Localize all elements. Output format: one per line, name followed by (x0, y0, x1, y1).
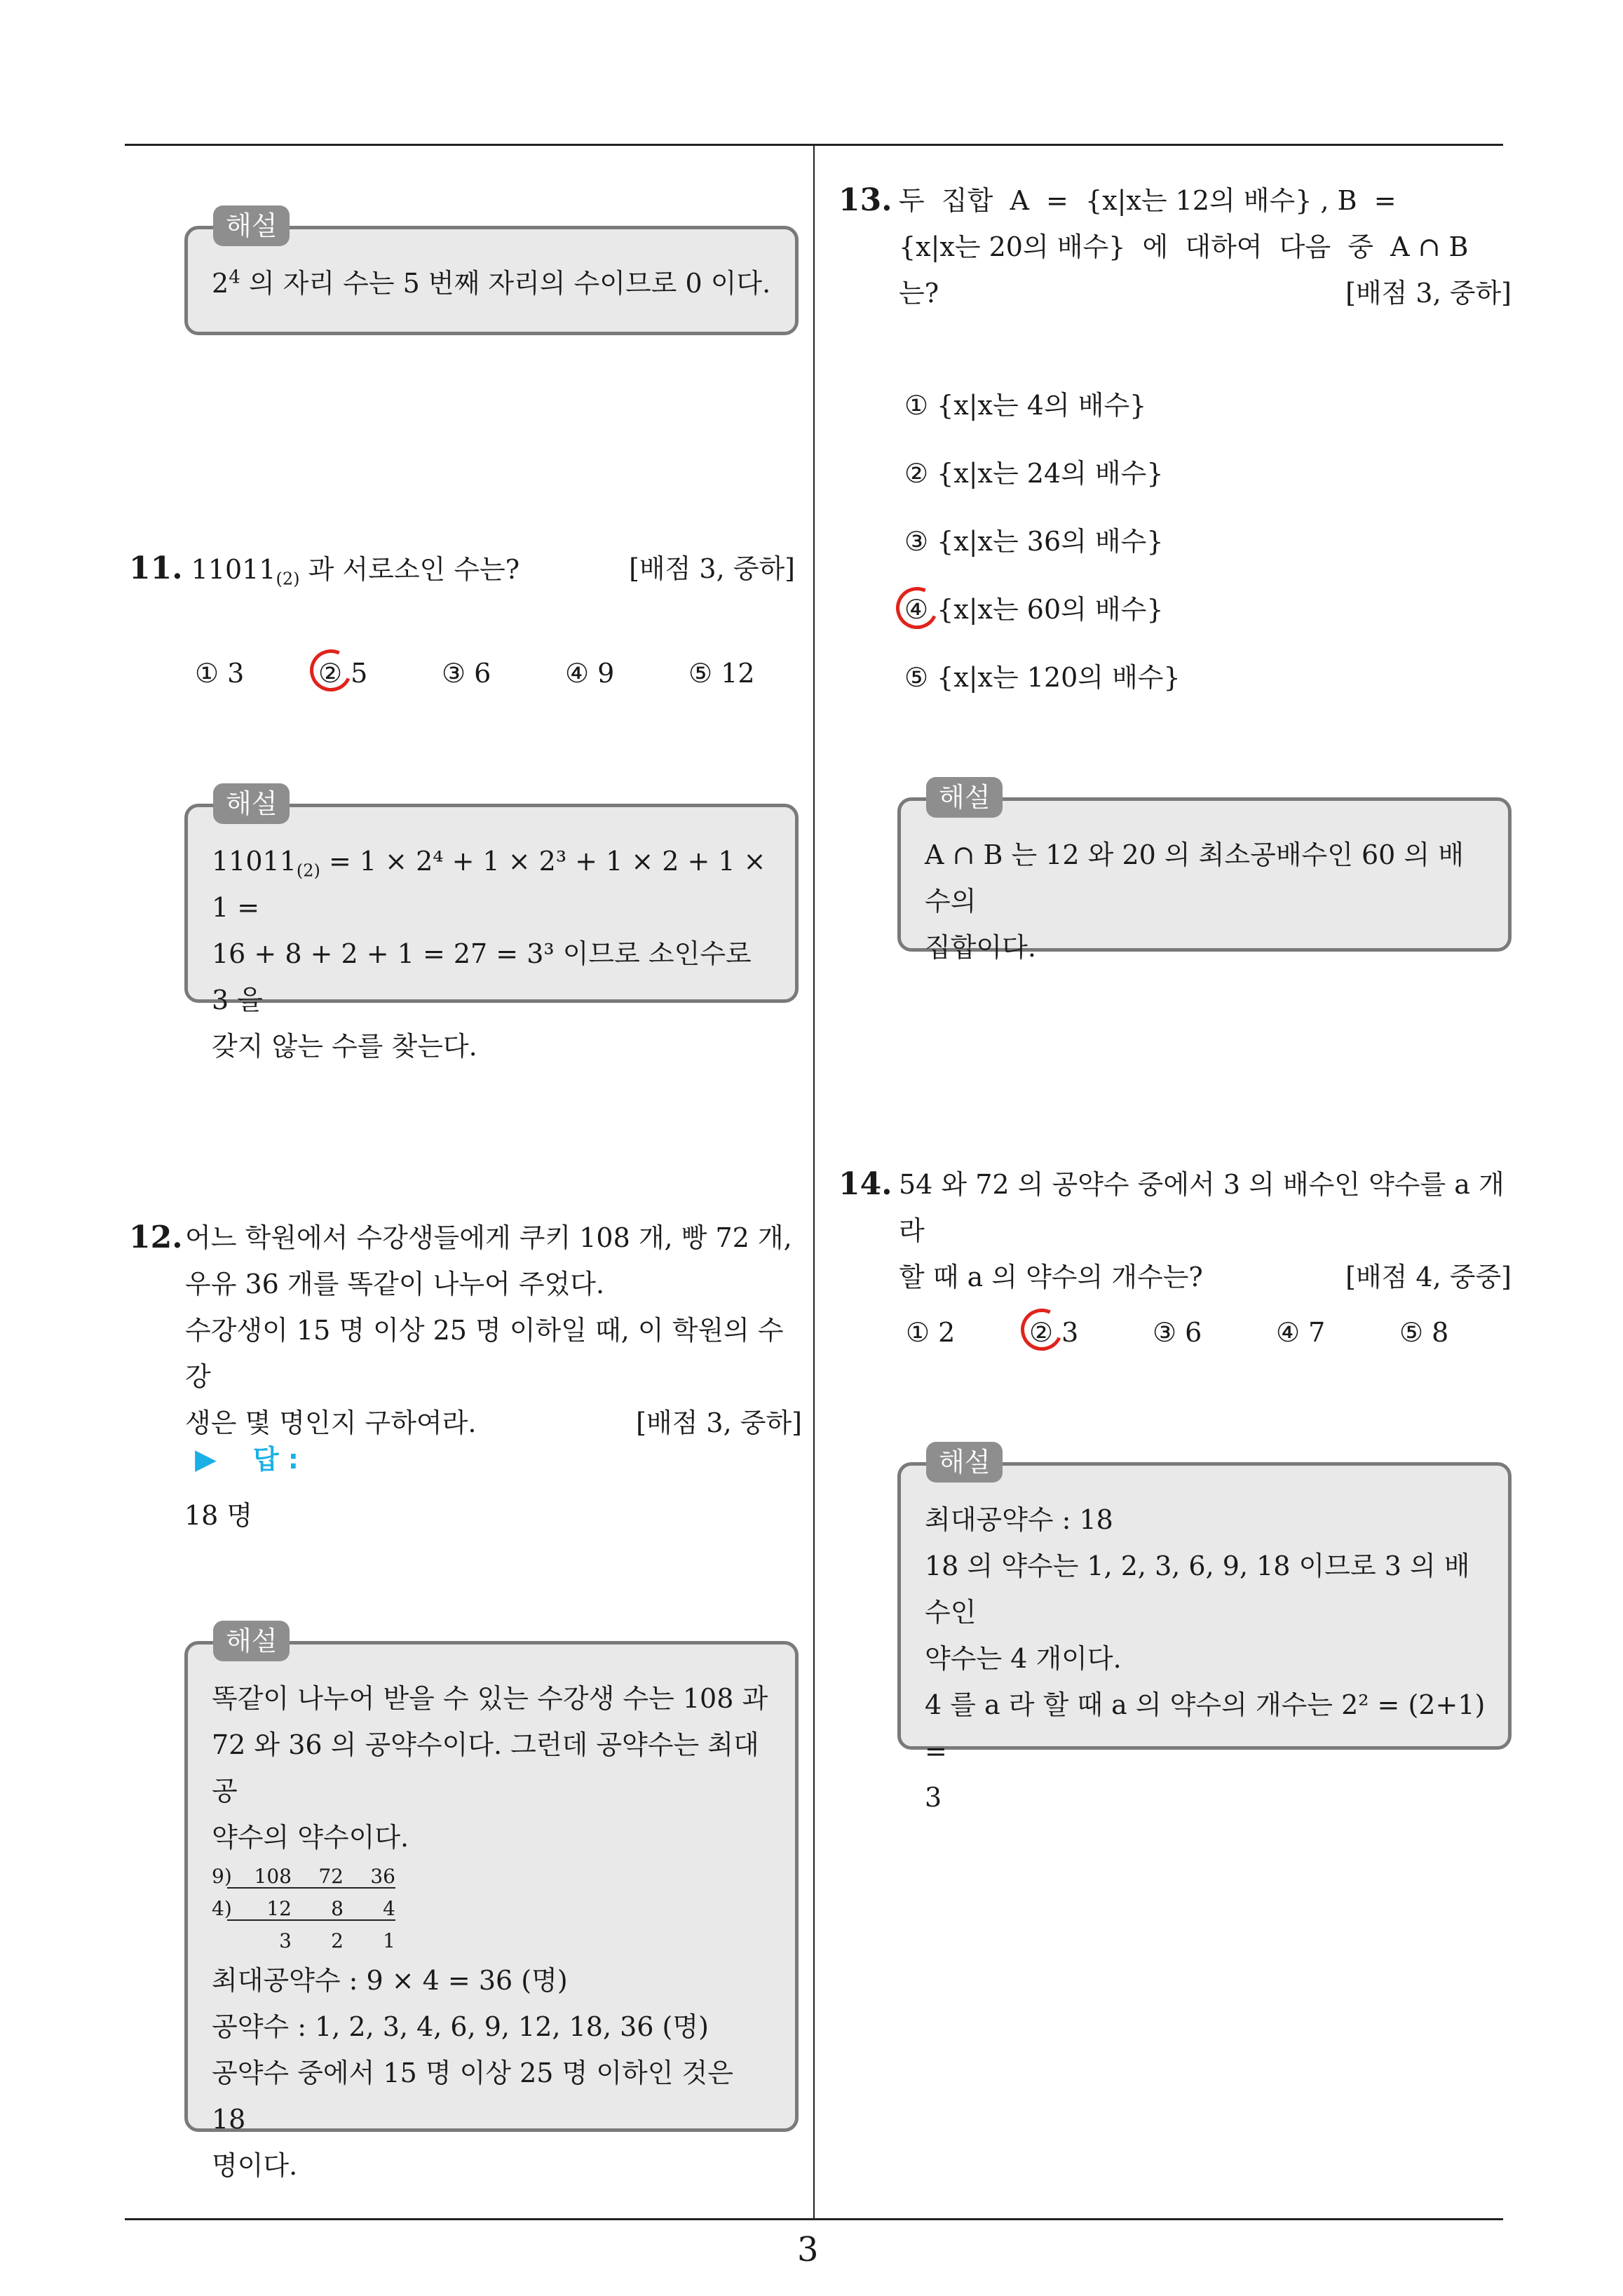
q11-explanation-line-1: $11011_{(2)} = 1 \times 2^4 + 1 \times 2^3 + 1 \times 2 + 1 \times 1$ = (212, 846, 766, 923)
q11-choice-1[interactable]: ① 3 (195, 658, 245, 689)
q11-choice-3[interactable]: ③ 6 (442, 658, 491, 689)
page-number: 3 (797, 2230, 819, 2269)
q12-explanation-tail-1: 최대공약수 : 9 × 4 = 36 (명) (212, 1965, 568, 1996)
q13-choice-2[interactable]: ② {x|x는 24의 배수} (904, 458, 1164, 489)
q12-explanation-line-3: 약수의 약수이다. (212, 1822, 409, 1853)
answer-label: 답 : (252, 1444, 299, 1475)
q14-number: 14. (838, 1166, 892, 1202)
q11-choice-2[interactable]: ② 5 (318, 658, 442, 689)
explanation-tag: 해설 (213, 1621, 290, 1661)
q14-choice-2[interactable]: ② 3 (1029, 1317, 1153, 1348)
q13-choice-3[interactable]: ③ {x|x는 36의 배수} (904, 526, 1164, 557)
q13-stem-line-1: 두 집합 A = {x|x는 12의 배수} , B = (899, 185, 1397, 216)
play-arrow-icon: ▶ (195, 1443, 217, 1475)
q11-stem-sub: (2) (276, 569, 300, 589)
q13-explanation-line-2: 집합이다. (925, 932, 1036, 963)
explanation-tag: 해설 (926, 777, 1003, 818)
q11-explanation-line-2: 16 + 8 + 2 + 1 = 27 = 3³ 이므로 소인수로 3 을 (212, 938, 752, 1015)
q12-explanation-tail-4: 명이다. (212, 2150, 298, 2181)
q11-stem-rest: 과 서로소인 수는? (308, 554, 520, 585)
q14-explanation-line-3: 약수는 4 개이다. (925, 1643, 1122, 1674)
q13-block (838, 177, 1512, 316)
q14-explanation-line-4: 4 를 a 라 할 때 a 의 약수의 개수는 2² = (2+1) = (925, 1689, 1486, 1767)
q14-explanation-line-1: 최대공약수 : 18 (925, 1504, 1113, 1535)
explanation-tag: 해설 (213, 783, 290, 824)
q13-choice-1[interactable]: ① {x|x는 4의 배수} (904, 390, 1147, 421)
q13-stem-line-3: 는? (899, 278, 939, 309)
q14-choices (906, 1317, 1523, 1348)
q11-stem (129, 546, 795, 593)
q14-stem-line-1: 54 와 72 의 공약수 중에서 3 의 배수인 약수를 a 개라 (899, 1169, 1505, 1246)
q10-explanation-text: $2^4$ 의 자리 수는 5 번째 자리의 수이므로 0 이다. (212, 266, 771, 299)
q13-choice-5[interactable]: ⑤ {x|x는 120의 배수} (904, 662, 1181, 693)
q14-choice-5[interactable]: ⑤ 8 (1399, 1317, 1449, 1348)
q12-stem-line-4: 생은 몇 명인지 구하여라. (185, 1407, 477, 1438)
q11-choice-5[interactable]: ⑤ 12 (688, 658, 755, 689)
q12-explanation-tail-2: 공약수 : 1, 2, 3, 4, 6, 9, 12, 18, 36 (명) (212, 2011, 709, 2042)
q13-explanation-line-1: A ∩ B 는 12 와 20 의 최소공배수인 60 의 배수의 (925, 839, 1464, 917)
q13-choices (904, 372, 1181, 712)
q11-explanation-box (184, 788, 799, 1062)
q10-explanation-box (184, 210, 799, 335)
q12-stem-line-2: 우유 36 개를 똑같이 나누어 주었다. (185, 1269, 605, 1299)
q11-points: [배점 3, 중하] (629, 553, 795, 584)
q14-explanation-box (897, 1447, 1512, 1813)
q14-explanation-line-2: 18 의 약수는 1, 2, 3, 6, 9, 18 이므로 3 의 배수인 (925, 1551, 1470, 1628)
q14-choice-1[interactable]: ① 2 (906, 1317, 956, 1348)
division-row: 9) 108 72 36 (212, 1865, 395, 1888)
q14-points: [배점 4, 중중] (1345, 1262, 1512, 1292)
q12-block (129, 1215, 802, 1446)
q11-choice-4[interactable]: ④ 9 (565, 658, 615, 689)
q12-explanation-line-1: 똑같이 나누어 받을 수 있는 수강생 수는 108 과 (212, 1683, 768, 1714)
q13-number: 13. (838, 182, 892, 218)
q12-answer-value[interactable]: 18 명 (184, 1500, 253, 1531)
q12-stem-line-1: 어느 학원에서 수강생들에게 쿠키 108 개, 빵 72 개, (185, 1222, 792, 1253)
division-underline (227, 1919, 395, 1921)
q12-explanation-tail-3: 공약수 중에서 15 명 이상 25 명 이하인 것은 18 (212, 2058, 733, 2135)
q14-choice-4[interactable]: ④ 7 (1276, 1317, 1326, 1348)
bottom-rule (125, 2218, 1503, 2220)
division-table (212, 1861, 774, 1957)
answer-mark-icon (304, 644, 358, 698)
q13-explanation-box (897, 782, 1512, 963)
column-divider (813, 144, 815, 2220)
q14-block (838, 1161, 1512, 1300)
q12-answer-row (195, 1438, 299, 1476)
explanation-tag: 해설 (926, 1442, 1003, 1483)
q11-stem-base: 11011 (191, 554, 276, 585)
q13-stem-line-2: {x|x는 20의 배수} 에 대하여 다음 중 A ∩ B (899, 231, 1469, 262)
q14-stem-line-2: 할 때 a 의 약수의 개수는? (899, 1262, 1203, 1292)
q13-points: [배점 3, 중하] (1345, 278, 1512, 309)
division-row: 4) 12 8 4 (212, 1897, 395, 1920)
q12-stem-line-3: 수강생이 15 명 이상 25 명 이하일 때, 이 학원의 수강 (185, 1315, 784, 1392)
q11-number: 11. (129, 551, 183, 586)
division-underline (227, 1887, 395, 1889)
division-row: 3 2 1 (279, 1929, 395, 1952)
explanation-tag: 해설 (213, 205, 290, 246)
q11-explanation-line-3: 갖지 않는 수를 찾는다. (212, 1031, 477, 1062)
q12-number: 12. (129, 1220, 183, 1255)
q14-explanation-line-5: 3 (925, 1782, 942, 1813)
q12-explanation-box (184, 1626, 799, 2181)
q12-explanation-line-2: 72 와 36 의 공약수이다. 그런데 공약수는 최대공 (212, 1729, 759, 1807)
q12-points: [배점 3, 중하] (636, 1407, 802, 1438)
q11-choices (195, 658, 812, 689)
answer-mark-icon (1015, 1303, 1069, 1357)
q13-choice-4[interactable]: ④ {x|x는 60의 배수} (904, 576, 1181, 644)
q14-choice-3[interactable]: ③ 6 (1153, 1317, 1202, 1348)
